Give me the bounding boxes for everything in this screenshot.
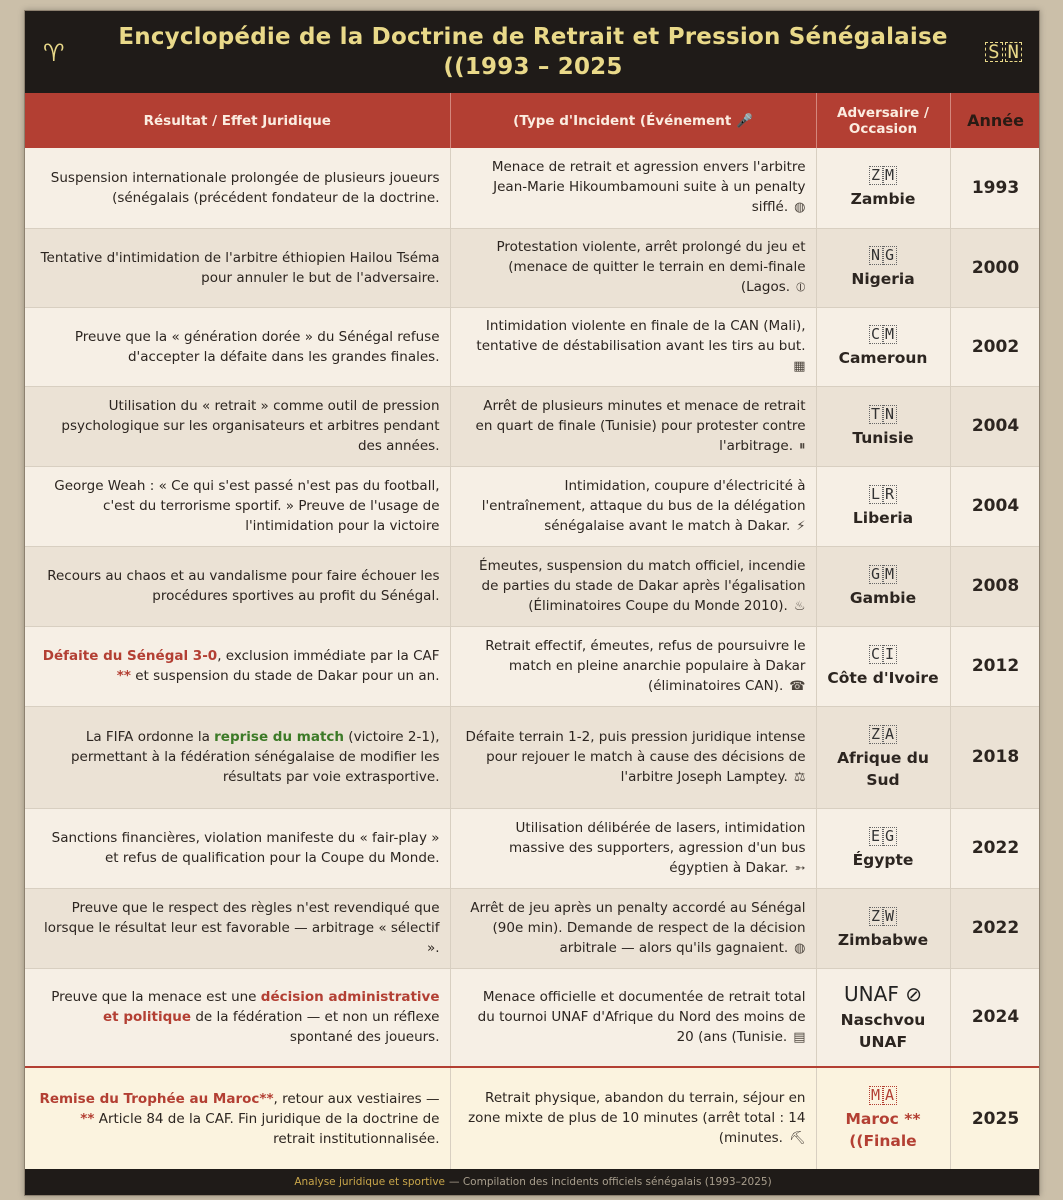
result-text: Preuve que le respect des règles n'est revendiqué que lorsque le résultat leur est favorable — arbitrage « sélectif ». [44,900,440,956]
country-flag-code [823,906,944,926]
result-cell [25,626,450,706]
year-cell: 2012 [950,626,1040,706]
footer-right: — Compilation des incidents officiels sénégalais (1993–2025) [449,1176,772,1188]
incident-text: Protestation violente, arrêt prolongé du jeu et (menace de quitter le terrain en demi-finale (Lagos. [496,239,806,295]
flag-letter: M [885,166,896,185]
result-text: George Weah : « Ce qui s'est passé n'est pas du football, c'est du terrorisme sportif. » Preuve de l'usage de l'intimidation pour la victoire [54,478,440,534]
flag-letter: C [870,325,881,343]
page-title-line1: Encyclopédie de la Doctrine de Retrait et Pression Sénégalaise [118,24,948,50]
result-cell [25,228,450,307]
flag-letter: M [885,564,896,583]
table-row [25,148,1040,228]
flag-letter: M [870,1086,881,1105]
incident-text: Arrêt de jeu après un penalty accordé au Sénégal (90e min). Demande de respect de la décision arbitrale — alors qu'ils gagnaient. [470,899,806,956]
incident-icon: ▦ [793,359,806,374]
incident-icon: ◍ [794,940,806,956]
table-row [25,228,1040,307]
flag-letter: G [885,246,896,264]
adversary-name: Liberia [852,508,914,527]
flag-letter: T [870,404,881,423]
result-text: Preuve que la « génération dorée » du Sénégal refuse d'accepter la défaite dans les grandes finales. [74,328,440,365]
flag-letter: I [885,644,896,663]
footer-left: Analyse juridique et sportive [294,1176,445,1188]
result-text: Recours au chaos et au vandalisme pour faire échouer les procédures sportives au profit du Sénégal. [47,568,440,604]
incident-text: Retrait effectif, émeutes, refus de poursuivre le match en pleine anarchie populaire à Dakar (éliminatoires CAN). [485,637,806,694]
country-flag-code [823,564,944,584]
flag-letter: A [885,1086,896,1105]
table-row [25,546,1040,626]
table-row [25,386,1040,466]
result-text: , exclusion immédiate par la CAF [217,648,440,664]
flag-letter: N [1005,42,1022,62]
incident-icon: ⚖ [793,769,806,785]
highlight-text: décision administrative et politique [103,989,440,1026]
incident-cell [450,546,816,626]
senegal-flag-code [984,41,1023,63]
result-cell [25,546,450,626]
country-flag-code [823,165,944,185]
incident-icon: ◍ [794,200,806,216]
incident-text: Arrêt de plusieurs minutes et menace de retrait en quart de finale (Tunisie) pour protester contre l'arbitrage. [475,397,806,454]
incident-icon: ☎ [789,678,806,694]
flag-letter: C [870,644,881,663]
incident-text: Menace de retrait et agression envers l'arbitre Jean-Marie Hikoumbamouni suite à un penalty sifflé. [491,159,806,216]
footer [25,1169,1040,1195]
year-cell: 2018 [950,706,1040,808]
country-flag-code [823,324,944,344]
adversary-name: Cameroun [838,349,928,367]
incident-text: Menace officielle et documentée de retrait total du tournoi UNAF d'Afrique du Nord des moins de 20 (ans (Tunisie. [477,988,806,1045]
year-cell: 1993 [950,148,1040,228]
table-body [25,148,1040,1170]
table-row [25,466,1040,546]
incident-icon: ⚡ [796,518,806,534]
incident-icon: ▤ [793,1029,806,1045]
incident-cell [450,626,816,706]
flag-letter: N [870,246,881,264]
country-flag-code [823,1085,944,1105]
incident-icon: ⛏ [788,1131,806,1147]
incident-cell [450,1067,816,1170]
incident-cell [450,386,816,466]
incident-cell [450,968,816,1067]
incident-cell [450,307,816,386]
year-cell: 2004 [950,386,1040,466]
flag-letter: N [885,404,896,423]
year-cell: 2024 [950,968,1040,1067]
highlight-text: reprise du match [214,729,345,745]
country-flag-code [823,245,944,265]
result-text: Utilisation du « retrait » comme outil de pression psychologique sur les organisateurs et arbitres pendant des années. [61,398,440,454]
result-text: La FIFA ordonne la [85,729,215,745]
page-title-line2: ((1993 – 2025 [443,54,623,80]
adversary-name: Maroc **((Finale [845,1110,921,1151]
adversary-cell [816,546,950,626]
result-text: Sanctions financières, violation manifeste du « fair-play » et refus de qualification pour la Coupe du Monde. [51,830,440,866]
incident-cell [450,808,816,888]
adversary-cell [816,626,950,706]
flag-letter: S [985,42,1002,62]
adversary-name: Gambie [849,588,917,607]
year-cell: 2022 [950,808,1040,888]
year-cell: 2025 [950,1067,1040,1170]
incident-cell [450,228,816,307]
adversary-cell [816,808,950,888]
incident-cell [450,706,816,808]
adversary-name: Afrique du Sud [837,748,929,789]
result-text: de la fédération — et non un réflexe spontané des joueurs. [191,1009,440,1046]
flag-letter: A [885,724,896,743]
adversary-name: Zambie [850,190,916,209]
country-flag-code [823,826,944,846]
result-cell [25,466,450,546]
adversary-name: Égypte [852,850,914,869]
adversary-cell [816,228,950,307]
adversary-cell [816,307,950,386]
incident-text: Défaite terrain 1-2, puis pression juridique intense pour rejouer le match à cause des décisions de l'arbitre Joseph Lamptey. [465,728,806,785]
incident-icon: ➳ [794,860,806,876]
adversary-cell [816,968,950,1067]
result-text: Article 84 de la CAF. Fin juridique de la doctrine de retrait institutionnalisée. [94,1110,440,1147]
result-text: Preuve que la menace est une [51,989,261,1006]
adversary-name: Zimbabwe [837,930,929,949]
incident-text: Intimidation, coupure d'électricité à l'entraînement, attaque du bus de la délégation sénégalaise avant le match à Dakar. [481,477,806,534]
title-bar [25,11,1040,93]
result-cell [25,808,450,888]
result-text: et suspension du stade de Dakar pour un an. [130,668,440,684]
incident-text: Émeutes, suspension du match officiel, incendie de parties du stade de Dakar après l'égalisation (Éliminatoires Coupe du Monde 2010). [479,557,806,614]
adversary-cell [816,1067,950,1170]
adversary-cell [816,148,950,228]
flag-letter: E [870,826,881,845]
document-frame [24,10,1040,1196]
country-flag-code [823,724,944,744]
flag-letter: M [885,325,896,343]
flag-letter: Z [870,906,881,925]
unaf-label: UNAF ⊘ [844,982,922,1007]
header-result: Résultat / Effet Juridique [25,93,450,148]
incident-text: Retrait physique, abandon du terrain, séjour en zone mixte de plus de 10 minutes (arrêt total : 14 (minutes. [468,1090,806,1147]
result-text: (victoire 2-1), permettant à la fédération sénégalaise de modifier les résultats par voie extrasportive. [70,729,440,785]
adversary-name: Naschvou UNAF [840,1011,926,1052]
result-cell [25,307,450,386]
flag-letter: Z [870,166,881,185]
table-header-row [25,93,1040,148]
incident-cell [450,466,816,546]
adversary-cell [816,888,950,968]
adversary-name: Côte d'Ivoire [827,668,939,687]
table-row [25,888,1040,968]
result-cell [25,148,450,228]
incident-cell [450,148,816,228]
table-row [25,968,1040,1067]
incident-icon: ♨ [793,598,806,614]
incident-cell [450,888,816,968]
incident-icon: ⏸ [799,438,806,454]
highlight-text: Défaite du Sénégal 3-0 [42,648,218,664]
year-cell: 2008 [950,546,1040,626]
country-flag-code [823,484,944,504]
incident-text: Utilisation délibérée de lasers, intimidation massive des supporters, agression d'un bus égyptien à Dakar. [509,819,806,876]
table-row [25,706,1040,808]
incident-text: Intimidation violente en finale de la CAN (Mali), tentative de déstabilisation avant les tirs au but. [476,318,806,354]
flag-letter: L [870,484,881,503]
adversary-cell [816,706,950,808]
adversary-name: Tunisie [852,428,914,447]
flag-letter: G [885,826,896,845]
result-cell [25,888,450,968]
country-flag-code [823,644,944,664]
result-cell [25,968,450,1067]
adversary-cell [816,386,950,466]
flag-letter: R [885,484,896,503]
result-cell [25,386,450,466]
header-incident: (Type d'Incident (Événement 🎤 [450,93,816,148]
flag-letter: Z [870,724,881,743]
adversary-name: Nigeria [851,270,915,288]
year-cell: 2000 [950,228,1040,307]
result-text: , retour aux vestiaires — [273,1090,440,1107]
result-cell [25,1067,450,1170]
table-row [25,1067,1040,1170]
ornament-icon: ♈︎ [43,39,65,67]
table-row [25,307,1040,386]
highlight-text: ** [116,668,131,684]
incident-icon: ⦶ [796,280,806,295]
flag-letter: W [885,906,896,925]
incidents-table [25,93,1040,1171]
flag-letter: G [870,564,881,583]
year-cell: 2002 [950,307,1040,386]
year-cell: 2022 [950,888,1040,968]
result-text: Suspension internationale prolongée de plusieurs joueurs (sénégalais (précédent fondateur de la doctrine. [50,169,440,206]
highlight-text: ** [80,1110,95,1127]
header-adversary: Adversaire / Occasion [816,93,950,148]
table-row [25,808,1040,888]
highlight-text: Remise du Trophée au Maroc** [39,1090,274,1107]
adversary-cell [816,466,950,546]
header-year: Année [950,93,1040,148]
country-flag-code [823,404,944,424]
table-row [25,626,1040,706]
year-cell: 2004 [950,466,1040,546]
result-cell [25,706,450,808]
result-text: Tentative d'intimidation de l'arbitre éthiopien Hailou Tséma pour annuler le but de l'adversaire. [40,249,440,286]
